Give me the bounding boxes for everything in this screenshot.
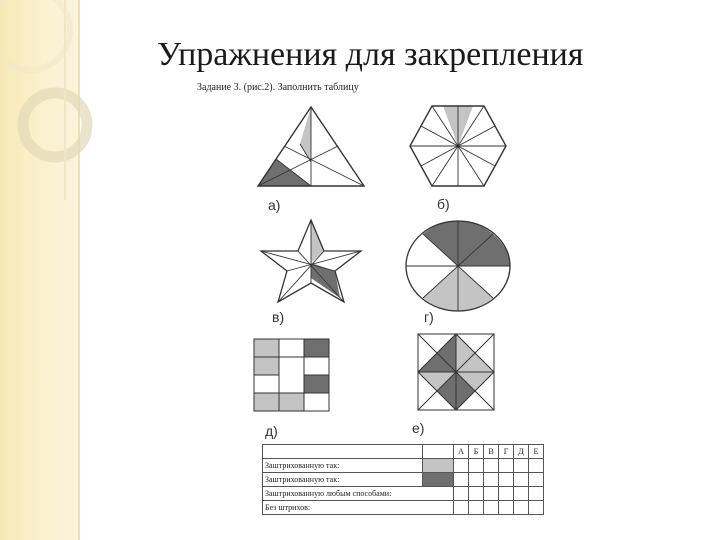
- answer-cell[interactable]: [469, 487, 484, 501]
- task-caption: Задание 3. (рис.2). Заполнить таблицу: [197, 82, 359, 93]
- label-a: а): [268, 197, 281, 213]
- figure-b-hexagon: [408, 104, 508, 188]
- answer-cell[interactable]: [469, 473, 484, 487]
- header-e: Е: [529, 445, 544, 459]
- answer-cell[interactable]: [514, 459, 529, 473]
- label-g: г): [424, 309, 434, 325]
- table-row: [263, 501, 544, 515]
- answer-cell[interactable]: [499, 473, 514, 487]
- header-b: Б: [469, 445, 484, 459]
- table-row: [263, 473, 544, 487]
- row-label: Заштрихованную так:: [263, 459, 423, 473]
- table-header-row: [263, 445, 544, 459]
- answer-cell[interactable]: [469, 501, 484, 515]
- answer-cell[interactable]: [514, 501, 529, 515]
- label-v: в): [272, 309, 285, 325]
- figure-d-grid: [253, 338, 333, 413]
- table-row: [263, 459, 544, 473]
- label-e: е): [412, 420, 425, 436]
- table-cell: [423, 445, 454, 459]
- figure-e-square: [416, 332, 496, 412]
- answer-cell[interactable]: [484, 473, 499, 487]
- answer-cell[interactable]: [499, 501, 514, 515]
- header-v: В: [484, 445, 499, 459]
- row-label: Заштрихованную любым способами:: [263, 487, 454, 501]
- answer-cell[interactable]: [499, 487, 514, 501]
- header-d: Д: [514, 445, 529, 459]
- figure-g-circle: [405, 220, 511, 312]
- figure-v-star: [258, 218, 364, 304]
- shade-swatch: [423, 459, 454, 473]
- answer-cell[interactable]: [529, 459, 544, 473]
- answer-table: [262, 444, 544, 515]
- answer-cell[interactable]: [499, 459, 514, 473]
- row-label: Заштрихованную так:: [263, 473, 423, 487]
- answer-cell[interactable]: [529, 473, 544, 487]
- answer-cell[interactable]: [484, 487, 499, 501]
- header-a: А: [454, 445, 469, 459]
- table-cell: [263, 445, 423, 459]
- decorative-rings: [0, 0, 120, 200]
- header-g: Г: [499, 445, 514, 459]
- answer-cell[interactable]: [469, 459, 484, 473]
- answer-cell[interactable]: [484, 501, 499, 515]
- answer-cell[interactable]: [454, 459, 469, 473]
- answer-cell[interactable]: [514, 487, 529, 501]
- row-label: Без штрихов:: [263, 501, 454, 515]
- answer-cell[interactable]: [529, 487, 544, 501]
- answer-cell[interactable]: [454, 501, 469, 515]
- slide-title: Упражнения для закрепления: [157, 36, 584, 73]
- figure-a-triangle: [256, 104, 368, 188]
- label-b: б): [437, 196, 450, 212]
- answer-cell[interactable]: [529, 501, 544, 515]
- shade-swatch: [423, 473, 454, 487]
- table-row: [263, 487, 544, 501]
- answer-cell[interactable]: [514, 473, 529, 487]
- answer-cell[interactable]: [454, 487, 469, 501]
- label-d: д): [265, 423, 278, 439]
- answer-cell[interactable]: [484, 459, 499, 473]
- answer-cell[interactable]: [454, 473, 469, 487]
